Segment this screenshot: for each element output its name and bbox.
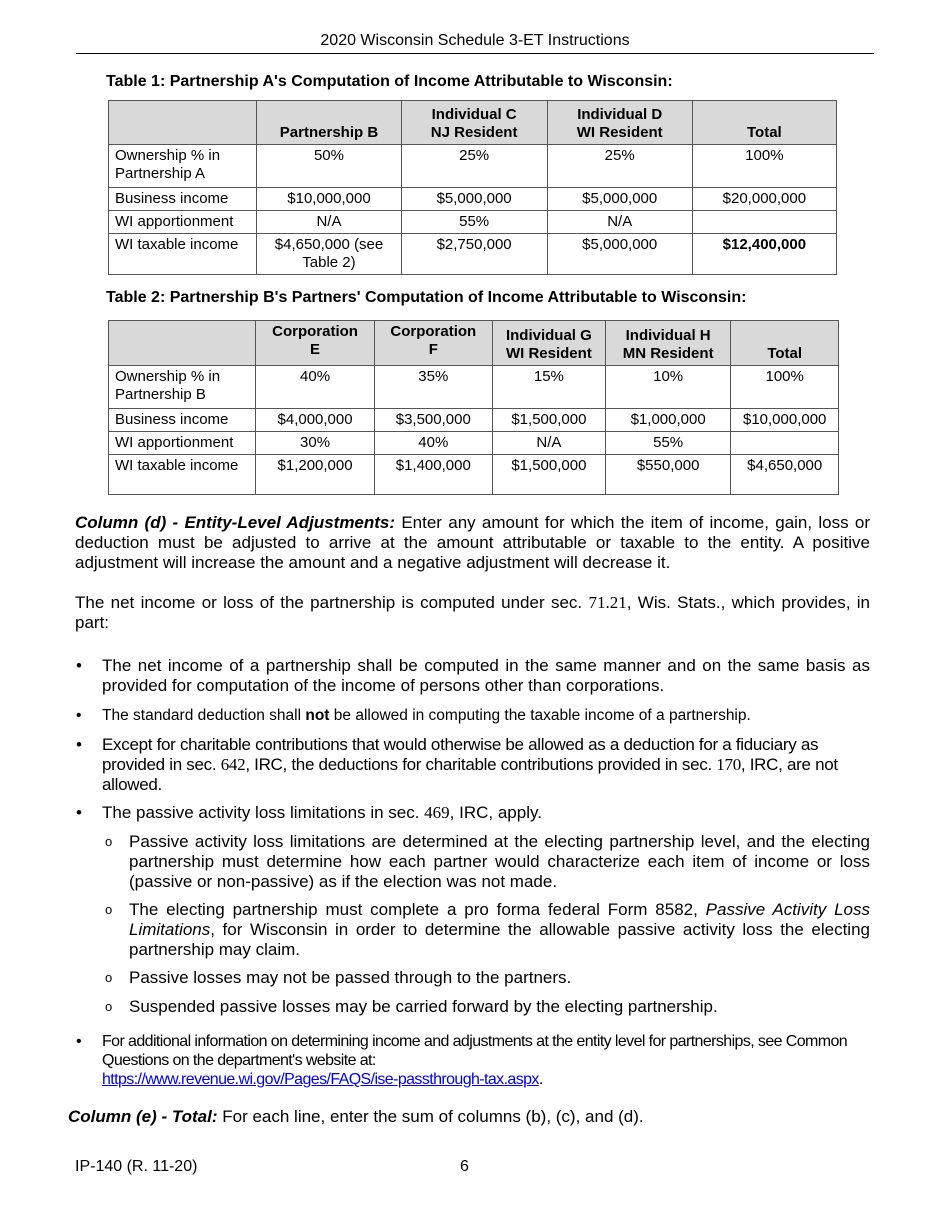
table-cell: 100% [692,145,836,188]
faq-link[interactable]: https://www.revenue.wi.gov/Pages/FAQS/ise-passthrough-tax.aspx [102,1071,539,1088]
header-row [109,101,837,145]
row-label: WI apportionment [109,432,256,455]
period: . [538,1071,543,1088]
bullet-text: The net income of a partnership shall be computed in the same manner and on the same basis as provided for computation of the income of persons other than corporations. [102,656,870,695]
sub-bullet-item: o Suspended passive losses may be carried forward by the electing partnership. [105,997,718,1016]
bullet-text: The standard deduction shall [102,707,306,724]
table-cell: $12,400,000 [692,234,836,275]
table-cell: 40% [374,432,492,455]
net-income-paragraph [75,593,870,633]
row-label: WI apportionment [109,211,257,234]
row-label: Business income [109,409,256,432]
column-header: Corporation E [256,321,374,366]
table-cell: $4,650,000 (see Table 2) [257,234,401,275]
table-cell: 55% [401,211,547,234]
table-cell: 55% [605,432,731,455]
bullet-item: • The standard deduction shall not be allowed in computing the taxable income of a partnership. [76,707,751,724]
table-cell: $4,650,000 [731,455,839,495]
table-cell: 25% [547,145,692,188]
table-row [109,432,839,455]
bullet-item: • The net income of a partnership shall be computed in the same manner and on the same basis as provided for computation of the income of persons other than corporations. [76,656,870,695]
table-cell: $5,000,000 [547,234,692,275]
header-row [109,321,839,366]
sub-bullet-text: , for Wisconsin in order to determine the allowable passive activity loss the electing partnership may claim. [129,920,870,959]
column-header: Individual C NJ Resident [401,101,547,145]
table-cell: 25% [401,145,547,188]
column-e-text: For each line, enter the sum of columns (b), (c), and (d). [217,1107,644,1126]
irc-ref: 642 [220,755,246,774]
bullet-text: The passive activity loss limitations in sec. [102,803,425,822]
bullet-text: , IRC, the deductions for charitable contributions provided in sec. [245,755,717,774]
bullet-item: • Except for charitable contributions that would otherwise be allowed as a deduction for a fiduciary as provided in sec. 642, IRC, the deductions for charitable contributions provided in sec. 170, IRC, are not allowed. [76,735,838,794]
column-header: Individual G WI Resident [492,321,605,366]
table-row [109,188,837,211]
statute-ref: 71.21 [588,593,627,612]
row-label: Ownership % in Partnership B [109,366,256,409]
irc-ref: 469 [424,803,450,822]
net-income-text-end: , Wis. Stats., which provides, in part: [75,593,870,632]
bullet-item: • For additional information on determining income and adjustments at the entity level for partnerships, see Common Questions on the department's website at: https://www.revenue.wi.gov/Pages/FAQS/ise-passthrough-tax.aspx. [76,1033,848,1088]
column-header: Corporation F [374,321,492,366]
table1 [108,100,837,275]
table-cell: $10,000,000 [257,188,401,211]
table-cell: 35% [374,366,492,409]
row-label: Ownership % in Partnership A [109,145,257,188]
column-e-label: Column (e) - Total: [68,1107,218,1126]
sub-bullet-text: Passive losses may not be passed through to the partners. [129,968,572,987]
irc-ref: 170 [716,755,741,774]
table-row [109,234,837,275]
column-header: Total [692,101,836,145]
column-header: Individual H MN Resident [605,321,731,366]
table-cell: $1,000,000 [605,409,731,432]
form-title: Passive Activity Loss Limitations [129,900,870,939]
bullet-text: , IRC, are not allowed. [102,755,838,794]
table-row [109,409,839,432]
table1-title: Table 1: Partnership A's Computation of Income Attributable to Wisconsin: [106,73,673,90]
table-cell: $1,200,000 [256,455,374,495]
table2-title: Table 2: Partnership B's Partners' Computation of Income Attributable to Wisconsin: [106,289,747,306]
table-cell: $3,500,000 [374,409,492,432]
table-cell: 15% [492,366,605,409]
row-label: WI taxable income [109,234,257,275]
bullet-text: , IRC, apply. [449,803,542,822]
row-label: Business income [109,188,257,211]
sub-bullet-item: o The electing partnership must complete a pro forma federal Form 8582, Passive Activity Loss Limitations, for Wisconsin in order to determine the allowable passive activity loss the electing partnership may claim. [105,900,870,959]
sub-bullet-text: The electing partnership must complete a pro forma federal Form 8582, [129,900,706,919]
table-cell: 40% [256,366,374,409]
bullet-text: For additional information on determining income and adjustments at the entity level for partnerships, see Common Questions on the department's website at: [102,1033,848,1069]
column-d-paragraph [75,513,870,573]
table-cell: 30% [256,432,374,455]
column-e-paragraph [68,1107,644,1127]
table2 [108,320,839,495]
bullet-text: Except for charitable contributions that would otherwise be allowed as a deduction for a fiduciary as provided in sec. [102,735,819,774]
table-cell: 50% [257,145,401,188]
table-row [109,455,839,495]
sub-bullet-text: Passive activity loss limitations are determined at the electing partnership level, and the electing partnership must determine how each partner would characterize each item of income or loss (passive or non-passive) as if the election was not made. [129,832,870,891]
bullet-item: • The passive activity loss limitations in sec. 469, IRC, apply. [76,803,542,822]
column-header [109,101,257,145]
sub-bullet-item: o Passive activity loss limitations are determined at the electing partnership level, and the electing partnership must determine how each partner would characterize each item of income or loss (passive or non-passive) as if the election was not made. [105,832,870,891]
sub-bullet-item: o Passive losses may not be passed through to the partners. [105,968,572,987]
table-cell: N/A [257,211,401,234]
table-cell: N/A [492,432,605,455]
bullet-text: be allowed in computing the taxable income of a partnership. [329,707,751,724]
table-cell: $4,000,000 [256,409,374,432]
column-header: Total [731,321,839,366]
form-number: IP-140 (R. 11-20) [75,1158,198,1175]
table-cell: $1,500,000 [492,409,605,432]
net-income-text: The net income or loss of the partnership is computed under sec. [75,593,589,612]
column-d-label: Column (d) - Entity-Level Adjustments: [75,513,396,532]
table-cell: $1,400,000 [374,455,492,495]
column-header: Individual D WI Resident [547,101,692,145]
table-row [109,211,837,234]
table-cell: 100% [731,366,839,409]
table-cell: 10% [605,366,731,409]
header-rule [76,53,874,54]
table-cell: $5,000,000 [401,188,547,211]
page-header: 2020 Wisconsin Schedule 3-ET Instructions [320,32,630,49]
table-cell: $10,000,000 [731,409,839,432]
page-number: 6 [460,1158,469,1175]
row-label: WI taxable income [109,455,256,495]
table-cell: $20,000,000 [692,188,836,211]
sub-bullet-text: Suspended passive losses may be carried forward by the electing partnership. [129,997,718,1016]
table-cell: $550,000 [605,455,731,495]
table-cell [692,211,836,234]
column-d-text: Enter any amount for which the item of income, gain, loss or deduction must be adjusted to arrive at the amount attributable or taxable to the entity. A positive adjustment will increase the amount and a negative adjustment will decrease it. [75,513,870,572]
table-row [109,366,839,409]
table-cell: $5,000,000 [547,188,692,211]
table-cell: $1,500,000 [492,455,605,495]
table-row [109,145,837,188]
bullet-emphasis: not [305,707,330,724]
column-header: Partnership B [257,101,401,145]
table-cell: N/A [547,211,692,234]
table-cell [731,432,839,455]
column-header [109,321,256,366]
table-cell: $2,750,000 [401,234,547,275]
